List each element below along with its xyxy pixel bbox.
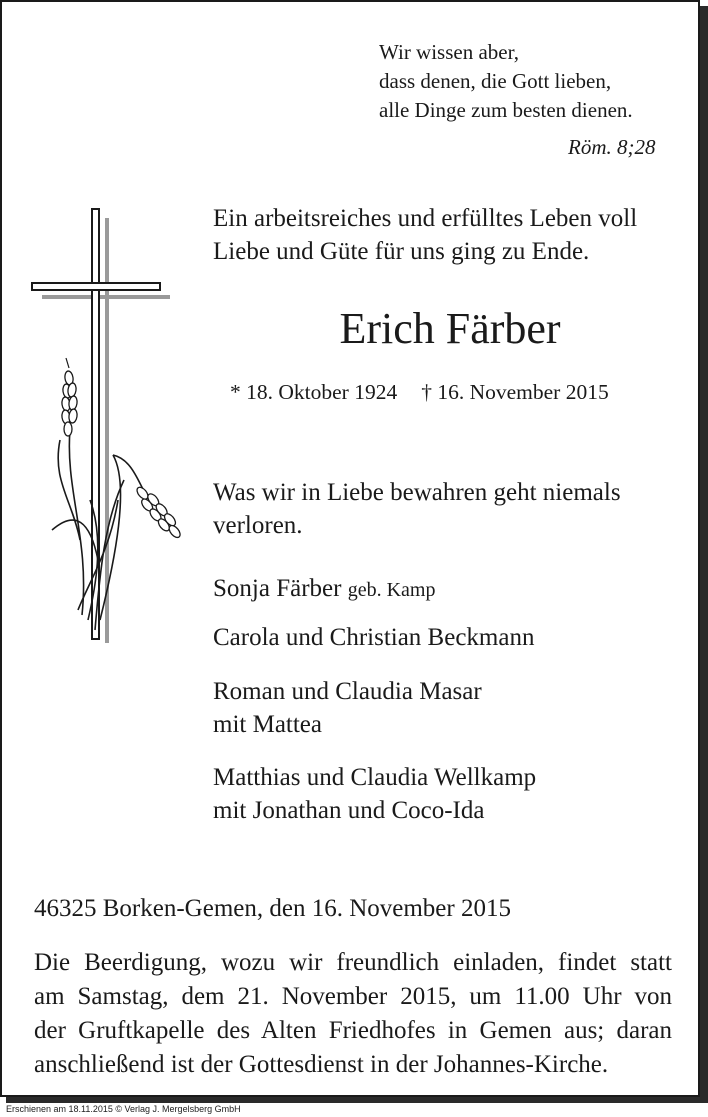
mourner-line: Roman und Claudia Masar <box>213 678 482 705</box>
mourner-line: Carola und Christian Beckmann <box>213 624 535 651</box>
funeral-info <box>34 946 672 1082</box>
cross-with-wheat-icon <box>20 200 190 650</box>
funeral-line-4: anschließend ist der Gottesdienst in der Johannes-Kirche. <box>34 1051 609 1078</box>
frame-shadow-right <box>700 6 708 1103</box>
place-date: 46325 Borken-Gemen, den 16. November 2015 <box>34 895 511 922</box>
maxim-text <box>213 476 621 542</box>
quote-line-2: dass denen, die Gott lieben, <box>379 69 612 93</box>
funeral-line-3: der Gruftkapelle des Alten Friedhofes in Gemen aus; daran <box>34 1017 672 1044</box>
mourner-entry <box>213 761 536 827</box>
mourner-entry <box>213 621 534 654</box>
mourner-entry <box>213 572 435 607</box>
intro-line-2: Liebe und Güte für uns ging zu Ende. <box>213 238 590 265</box>
mourner-line: mit Jonathan und Coco-Ida <box>213 797 485 824</box>
mourner-note: geb. Kamp <box>347 579 436 601</box>
bible-quote <box>379 38 633 125</box>
life-dates <box>230 380 609 405</box>
quote-line-1: Wir wissen aber, <box>379 40 520 64</box>
maxim-line-2: verloren. <box>213 512 303 539</box>
maxim-line-1: Was wir in Liebe bewahren geht niemals <box>213 479 621 506</box>
deceased-name: Erich Färber <box>339 304 561 353</box>
funeral-line-1: Die Beerdigung, wozu wir freundlich einladen, findet statt <box>34 949 672 976</box>
death-date: † 16. November 2015 <box>421 380 609 404</box>
mourner-line: Matthias und Claudia Wellkamp <box>213 764 537 791</box>
publication-footer: Erschienen am 18.11.2015 © Verlag J. Mergelsberg GmbH <box>6 1104 241 1114</box>
intro-text <box>213 202 637 268</box>
quote-line-3: alle Dinge zum besten dienen. <box>379 98 633 122</box>
birth-date: * 18. Oktober 1924 <box>230 380 398 404</box>
intro-line-1: Ein arbeitsreiches und erfülltes Leben voll <box>213 205 638 232</box>
mourner-line: mit Mattea <box>213 711 322 738</box>
mourner-entry <box>213 675 482 741</box>
mourner-name: Sonja Färber <box>213 575 342 602</box>
funeral-line-2: am Samstag, dem 21. November 2015, um 11.00 Uhr von <box>34 983 672 1010</box>
quote-reference: Röm. 8;28 <box>568 135 656 159</box>
